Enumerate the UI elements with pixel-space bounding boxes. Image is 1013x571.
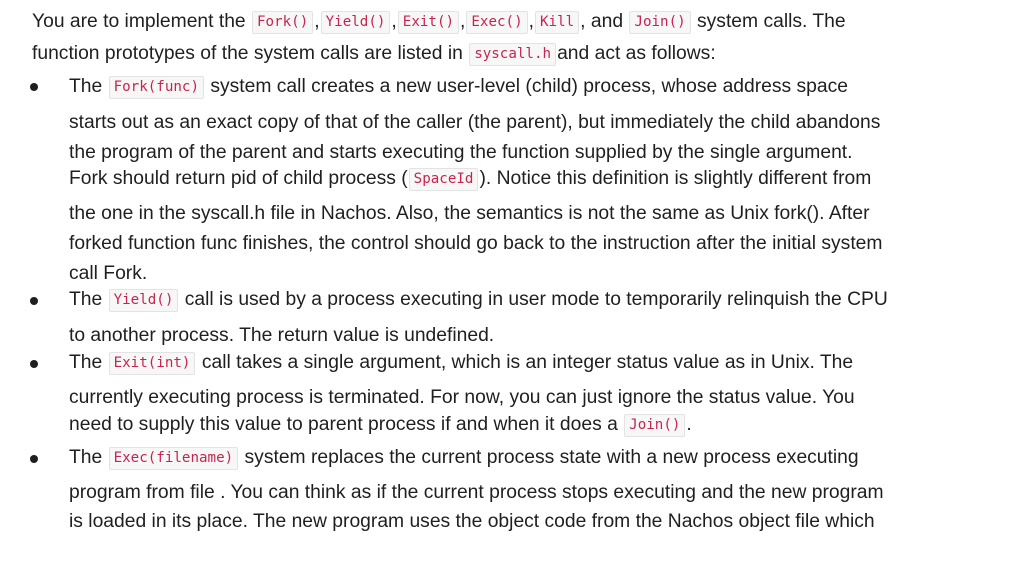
fork-line-1 bbox=[69, 76, 848, 99]
code-kill: Kill bbox=[535, 11, 579, 34]
exec-line-1 bbox=[69, 447, 859, 470]
intro-text: function prototypes of the system calls are listed in bbox=[32, 43, 469, 64]
yield-text: call is used by a process executing in user mode to temporarily relinquish the CPU bbox=[179, 289, 888, 310]
separator: , bbox=[314, 11, 320, 32]
bullet-marker bbox=[30, 297, 38, 305]
code-join-call: Join() bbox=[624, 414, 685, 437]
intro-text: system calls. The bbox=[691, 11, 846, 32]
code-exec-filename: Exec(filename) bbox=[109, 447, 239, 470]
code-join: Join() bbox=[629, 11, 690, 34]
exit-line-3 bbox=[69, 414, 692, 437]
exit-line-1 bbox=[69, 352, 853, 375]
intro-text: You are to implement the bbox=[32, 11, 252, 32]
exec-text: system replaces the current process state with a new process executing bbox=[239, 447, 859, 468]
intro-line-2 bbox=[32, 43, 716, 66]
code-exit-int: Exit(int) bbox=[109, 352, 196, 375]
intro-line-1 bbox=[32, 11, 846, 34]
fork-line-2: starts out as an exact copy of that of the caller (the parent), but immediately the child abandons bbox=[69, 112, 881, 133]
separator: , bbox=[528, 11, 534, 32]
bullet-marker bbox=[30, 360, 38, 368]
code-spaceid: SpaceId bbox=[409, 168, 479, 191]
fork-text: ). Notice this definition is slightly different from bbox=[479, 168, 872, 189]
yield-line-1 bbox=[69, 289, 888, 312]
exit-text: . bbox=[686, 414, 692, 435]
fork-text: Fork should return pid of child process ( bbox=[69, 168, 408, 189]
code-yield: Yield() bbox=[321, 11, 391, 34]
exit-text: The bbox=[69, 352, 108, 373]
fork-line-5: the one in the syscall.h file in Nachos. Also, the semantics is not the same as Unix fork(). After bbox=[69, 203, 870, 224]
code-exit: Exit() bbox=[398, 11, 459, 34]
code-yield-call: Yield() bbox=[109, 289, 179, 312]
intro-text: , and bbox=[580, 11, 629, 32]
exec-line-2: program from file . You can think as if the current process stops executing and the new program bbox=[69, 482, 884, 503]
fork-line-4 bbox=[69, 168, 871, 191]
yield-text: The bbox=[69, 289, 108, 310]
separator: , bbox=[460, 11, 466, 32]
exit-line-2: currently executing process is terminated. For now, you can just ignore the status value. You bbox=[69, 387, 855, 408]
fork-line-7: call Fork. bbox=[69, 263, 148, 284]
yield-line-2: to another process. The return value is undefined. bbox=[69, 325, 495, 346]
exit-text: call takes a single argument, which is an integer status value as in Unix. The bbox=[196, 352, 854, 373]
bullet-marker bbox=[30, 83, 38, 91]
code-exec: Exec() bbox=[466, 11, 527, 34]
fork-text: The bbox=[69, 76, 108, 97]
code-syscall-h: syscall.h bbox=[469, 43, 556, 66]
separator: , bbox=[391, 11, 397, 32]
intro-text: and act as follows: bbox=[557, 43, 716, 64]
exec-line-3: is loaded in its place. The new program uses the object code from the Nachos object file which bbox=[69, 511, 875, 532]
code-fork: Fork() bbox=[252, 11, 313, 34]
bullet-marker bbox=[30, 455, 38, 463]
fork-line-6: forked function func finishes, the control should go back to the instruction after the initial system bbox=[69, 233, 883, 254]
exit-text: need to supply this value to parent process if and when it does a bbox=[69, 414, 624, 435]
fork-text: system call creates a new user-level (child) process, whose address space bbox=[205, 76, 848, 97]
code-fork-func: Fork(func) bbox=[109, 76, 204, 99]
fork-line-3: the program of the parent and starts executing the function supplied by the single argument. bbox=[69, 142, 853, 163]
exec-text: The bbox=[69, 447, 108, 468]
